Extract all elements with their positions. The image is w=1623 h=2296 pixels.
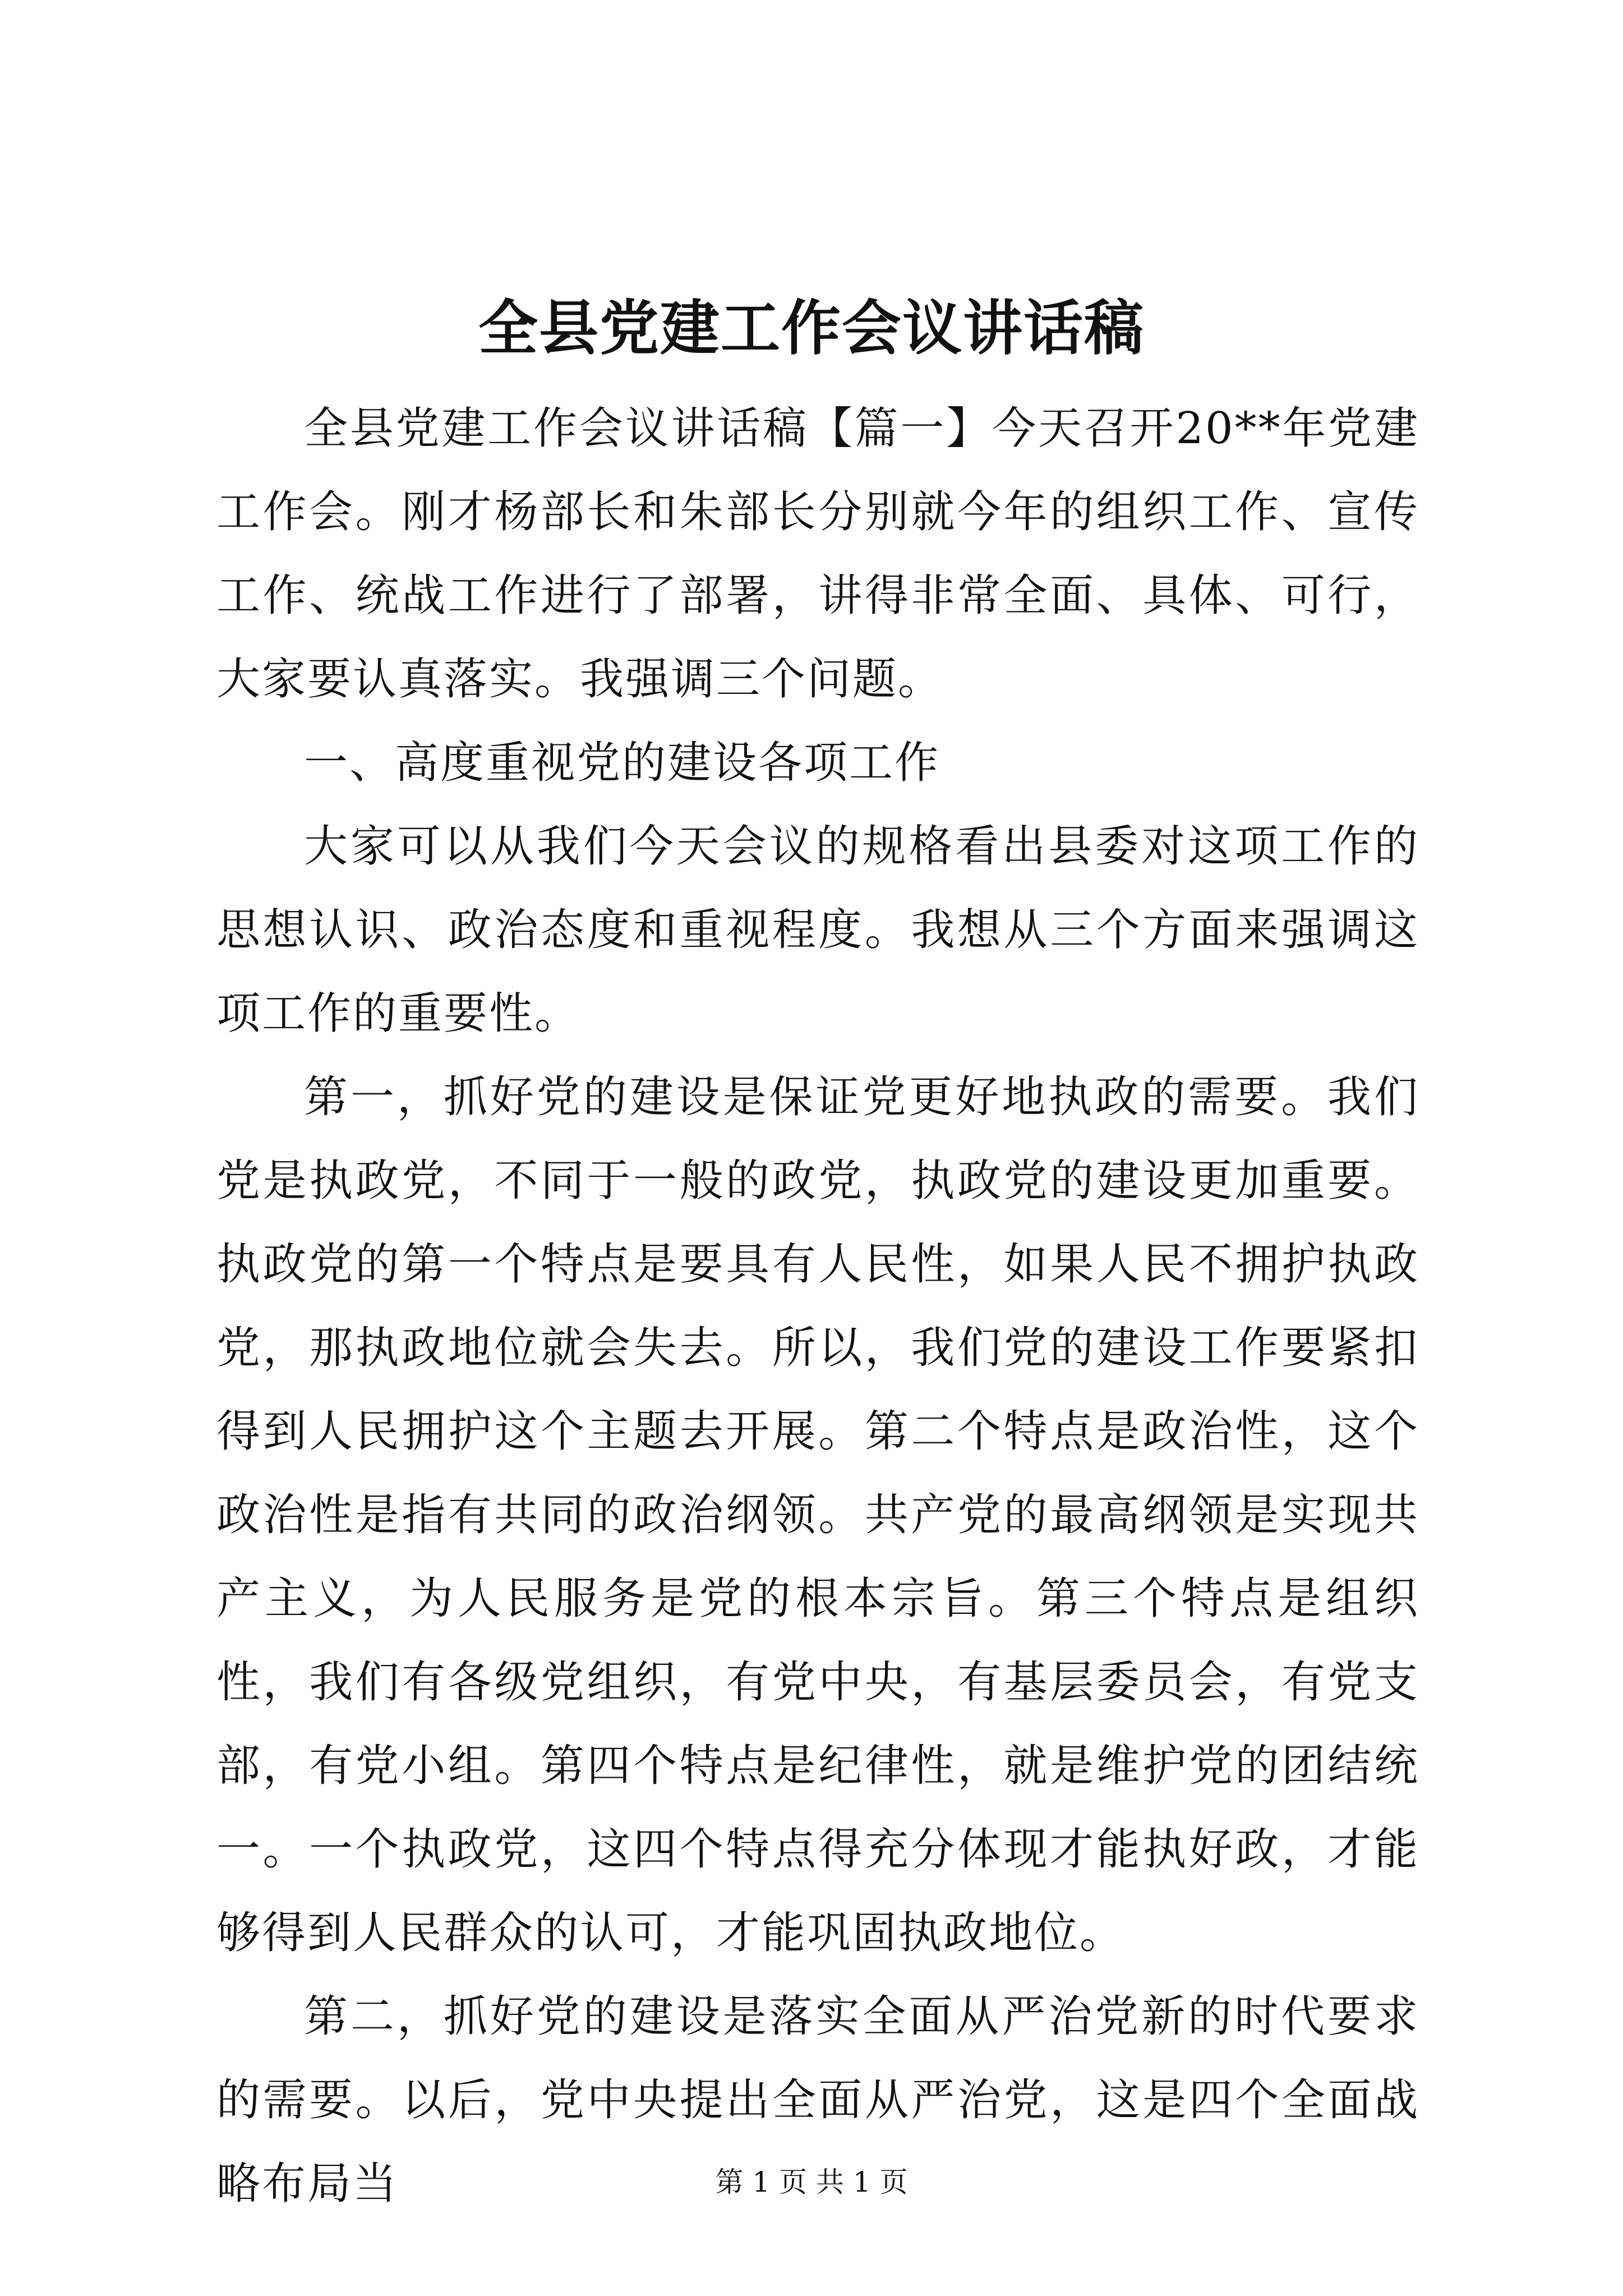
paragraph-section-heading: 一、高度重视党的建设各项工作 (304, 738, 940, 788)
paragraph-intro: 全县党建工作会议讲话稿【篇一】今天召开20**年党建工作会。刚才杨部长和朱部长分别就今年的组织工作、宣传工作、统战工作进行了部署，讲得非常全面、具体、可行，大家要认真落实。我强调三个问题。 (216, 403, 1419, 705)
paragraph-point-two: 第二，抓好党的建设是落实全面从严治党新的时代要求的需要。以后，党中央提出全面从严治党，这是四个全面战略布局当 (216, 1991, 1419, 2209)
page-footer: 第 1 页 共 1 页 (715, 2166, 908, 2198)
document-title: 全县党建工作会议讲话稿 (478, 293, 1145, 363)
document-body (216, 387, 1419, 2226)
paragraph-importance: 大家可以从我们今天会议的规格看出县委对这项工作的思想认识、政治态度和重视程度。我想从三个方面来强调这项工作的重要性。 (216, 821, 1419, 1039)
paragraph-point-one: 第一，抓好党的建设是保证党更好地执政的需要。我们党是执政党，不同于一般的政党，执政党的建设更加重要。执政党的第一个特点是要具有人民性，如果人民不拥护执政党，那执政地位就会失去。所以，我们党的建设工作要紧扣得到人民拥护这个主题去开展。第二个特点是政治性，这个政治性是指有共同的政治纲领。共产党的最高纲领是实现共产主义，为人民服务是党的根本宗旨。第三个特点是组织性，我们有各级党组织，有党中央，有基层委员会，有党支部，有党小组。第四个特点是纪律性，就是维护党的团结统一。一个执政党，这四个特点得充分体现才能执好政，才能够得到人民群众的认可，才能巩固执政地位。 (216, 1072, 1419, 1958)
